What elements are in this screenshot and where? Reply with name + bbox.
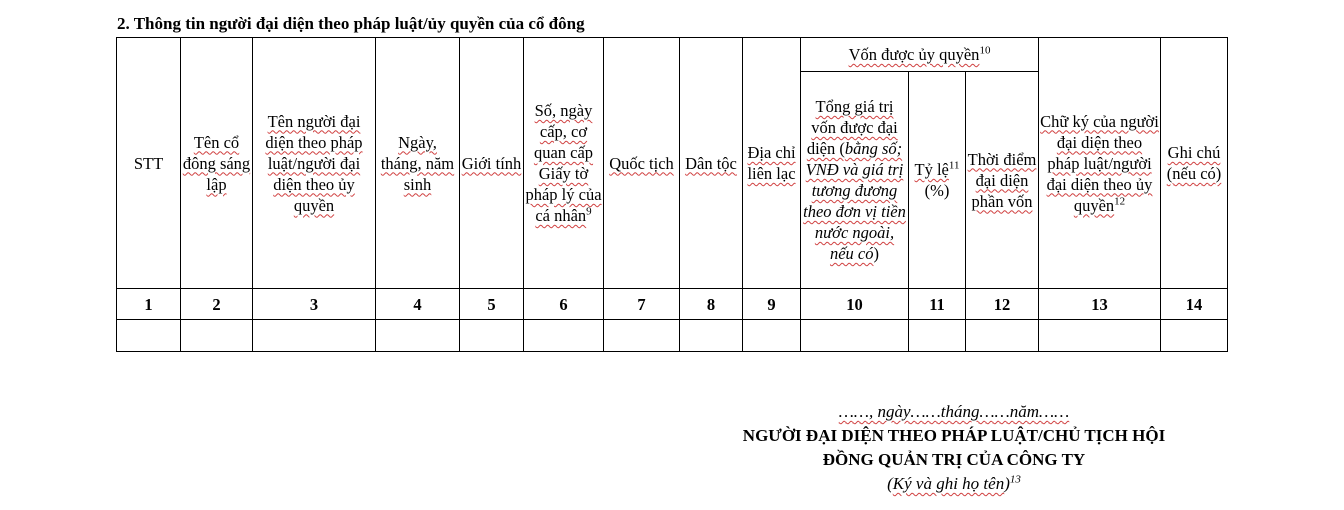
header-id-document: Số, ngày cấp, cơ quan cấp Giấy tờ pháp lý của cá nhân$^9$ — [524, 38, 604, 289]
empty-cell[interactable] — [181, 320, 253, 352]
header-ethnicity: Dân tộc — [680, 38, 743, 289]
date-line: ……, ngày……tháng……năm…… — [838, 402, 1070, 421]
header-signature: Chữ ký của người đại diện theo pháp luật/người đại diện theo ủy quyền$^{12}$ — [1039, 38, 1161, 289]
header-contact-address: Địa chỉ liên lạc — [743, 38, 801, 289]
footnote-13: 13 — [1009, 473, 1021, 486]
column-number: 10 — [801, 289, 909, 320]
column-number: 11 — [909, 289, 966, 320]
column-number: 14 — [1161, 289, 1228, 320]
column-number: 7 — [604, 289, 680, 320]
empty-cell[interactable] — [604, 320, 680, 352]
footnote-10: 10 — [979, 44, 991, 57]
empty-cell[interactable] — [253, 320, 376, 352]
empty-cell[interactable] — [1161, 320, 1228, 352]
header-nationality: Quốc tịch — [604, 38, 680, 289]
header-date-of-birth: Ngày, tháng, năm sinh — [376, 38, 460, 289]
header-stt: STT — [117, 38, 181, 289]
column-number: 1 — [117, 289, 181, 320]
column-number: 9 — [743, 289, 801, 320]
header-capital-group: Vốn được ủy quyền$^{10}$ — [801, 38, 1039, 72]
header-ratio: Tỷ lệ$^{11}$ (%) — [909, 72, 966, 289]
column-number: 4 — [376, 289, 460, 320]
footnote-12: 12 — [1114, 195, 1126, 207]
signature-block — [704, 400, 1204, 496]
footnote-9: 9 — [586, 205, 592, 218]
table-row — [117, 320, 1228, 352]
header-notes: Ghi chú (nếu có) — [1161, 38, 1228, 289]
section-title: 2. Thông tin người đại diện theo pháp luật/ủy quyền của cổ đông — [117, 14, 585, 33]
empty-cell[interactable] — [117, 320, 181, 352]
empty-cell[interactable] — [1039, 320, 1161, 352]
column-number: 12 — [966, 289, 1039, 320]
column-number: 5 — [460, 289, 524, 320]
representative-info-table — [116, 37, 1228, 352]
header-founder-name: Tên cổ đông sáng lập — [181, 38, 253, 289]
empty-cell[interactable] — [524, 320, 604, 352]
header-representation-time: Thời điểm đại diện phần vốn — [966, 72, 1039, 289]
empty-cell[interactable] — [376, 320, 460, 352]
column-number: 3 — [253, 289, 376, 320]
empty-cell[interactable] — [909, 320, 966, 352]
header-gender: Giới tính — [460, 38, 524, 289]
column-number: 13 — [1039, 289, 1161, 320]
header-total-capital-value: Tổng giá trị vốn được đại diện (bằng số; VNĐ và giá trị tương đương theo đơn vị tiền nước ngoài, nếu có) — [801, 72, 909, 289]
footnote-11: 11 — [948, 159, 960, 172]
signature-note: (Ký và ghi họ tên)$^{13}$ — [887, 473, 1021, 493]
signatory-title-line-1: NGƯỜI ĐẠI DIỆN THEO PHÁP LUẬT/CHỦ TỊCH HỘI — [742, 426, 1166, 445]
empty-cell[interactable] — [801, 320, 909, 352]
empty-cell[interactable] — [743, 320, 801, 352]
empty-cell[interactable] — [680, 320, 743, 352]
column-number: 8 — [680, 289, 743, 320]
empty-cell[interactable] — [460, 320, 524, 352]
header-representative-name: Tên người đại diện theo pháp luật/người đại diện theo ủy quyền — [253, 38, 376, 289]
column-number: 2 — [181, 289, 253, 320]
empty-cell[interactable] — [966, 320, 1039, 352]
column-number: 6 — [524, 289, 604, 320]
signatory-title-line-2: ĐỒNG QUẢN TRỊ CỦA CÔNG TY — [822, 450, 1086, 469]
